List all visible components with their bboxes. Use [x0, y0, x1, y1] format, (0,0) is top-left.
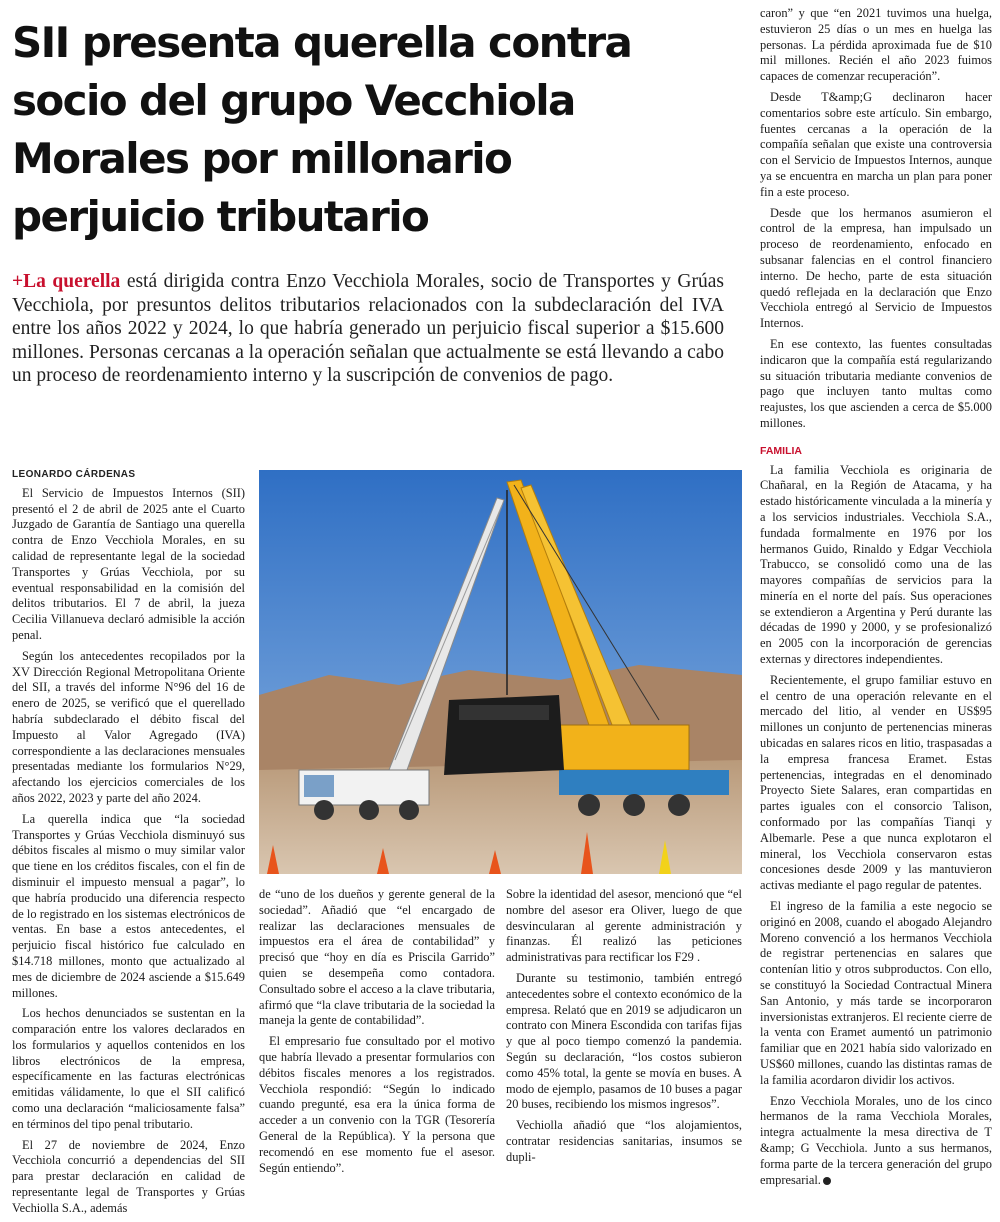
paragraph: En ese contexto, las fuentes consultadas indicaron que la compañía está regularizando su situación tributaria mediante convenios de pago que incluyen tanto multas como reajustes, los que ascienden a cerca de $5.000 millones. — [760, 336, 992, 430]
paragraph: El Servicio de Impuestos Internos (SII) presentó el 2 de abril de 2025 ante el Cuarto Juzgado de Garantía de Santiago una querella contra de Enzo Vecchiola Morales, en su calidad de representante legal de la sociedad Transportes y Grúas Vecchiola, por su eventual responsabilidad en la comisión del delitos tributarios. El 7 de abril, la jueza Cecilia Villanueva declaró admisible la acción penal. — [12, 485, 245, 642]
lead-text: está dirigida contra Enzo Vecchiola Morales, socio de Transportes y Grúas Vecchiola, por presuntos delitos tributarios relacionados con la subdeclaración del IVA entre los años 2022 y 2024, lo que habría generado un perjuicio fiscal superior a $15.600 millones. Personas cercanas a la operación señalan que actualmente se está llevando a cabo un proceso de reordenamiento interno y la suscripción de convenios de pago. — [12, 271, 724, 387]
paragraph: La familia Vecchiola es originaria de Chañaral, en la Región de Atacama, y ha estado históricamente vinculada a la minería y a los servicios industriales. Vecchiola S.A., fundada formalmente en 1976 por los hermanos Guido, Rinaldo y Edgar Vecchiola Trabucco, se consolidó como una de las mayores compañías de servicios para la minería en el norte del país. Sus operaciones se extendieron a Argentina y Perú durante las décadas de 1990 y 2000, y se profesionalizó en 2005 con la incorporación de gerencias externas y directores independientes. — [760, 462, 992, 667]
paragraph: Durante su testimonio, también entregó antecedentes sobre el contexto económico de la empresa. Relató que en 2019 se adjudicaron un contrato con Minera Escondida con tarifas fijas y que al poco tiempo comenzó la pandemia. Según su declaración, “los costos subieron como 45% total, la gente se movía en buses. A modo de ejemplo, pasamos de 10 buses a pagar 20 buses, recibiendo los mismos ingresos”. — [506, 970, 742, 1112]
paragraph: La querella indica que “la sociedad Transportes y Grúas Vecchiola disminuyó sus débitos fiscales al mismo o muy similar valor que tiene en los créditos fiscales, con el fin de disminuir el impuesto mensual a pagar”, lo que habría producido una diferencia respecto de lo registrado en los sistemas electrónicos de ventas. En base a estos antecedentes, el perjuicio fiscal histórico fue calculado en $14.718 millones, monto que actualizado al mes de diciembre de 2024 asciende a $15.649 millones. — [12, 811, 245, 1000]
end-mark-icon — [823, 1177, 831, 1185]
section-heading-familia: FAMILIA — [760, 444, 802, 457]
paragraph: El empresario fue consultado por el motivo que habría llevado a presentar formularios con débitos fiscales menores a los registrados. Vecchiola respondió: “Según lo indicado cuando pregunté, esa era la única forma de acceder a un convenio con la TGR (Tesorería General de la República). Y la persona que recomendó en ese momento fue el asesor. Según entiendo”. — [259, 1034, 495, 1175]
column-2 — [259, 887, 495, 1181]
headline: SII presenta querella contra socio del grupo Vecchiola Morales por millonario perjuicio tributario — [12, 18, 632, 241]
paragraph: El ingreso de la familia a este negocio se originó en 2008, cuando el abogado Alejandro Moreno convenció a los hermanos Vecchiola de registrar pertenencias en salares que contenían litio y otros subproductos. Con ello, se constituyó la Sociedad Contractual Minera San Antonio, y más tarde se incorporaron inversionistas extranjeros. El reciente cierre de la venta con Eramet aumentó un patrimonio familiar que en 2021 había sido valorizado en US$60 millones, cuando las distintas ramas de la familia acordaron dividir los activos. — [760, 899, 992, 1087]
column-3 — [506, 887, 742, 1171]
paragraph: Desde que los hermanos asumieron el control de la empresa, han impulsado un proceso de reordenamiento, enfocado en subsanar falencias en el control financiero interno. De hecho, parte de esta situación quedó reflejada en la declaración que Enzo Vecchiola entregó al Servicio de Impuestos Internos. — [760, 205, 992, 331]
paragraph: de “uno de los dueños y gerente general de la sociedad”. Añadió que “el encargado de realizar las declaraciones mensuales de impuestos era el área de contabilidad” y precisó que “hoy en día es Priscila Garrido” quien se desempeña como contadora. Consultado sobre el acceso a la clave tributaria, afirmó que “la clave tributaria de la sociedad la maneja la gente de contabilidad”. — [259, 887, 496, 1028]
paragraph: Según los antecedentes recopilados por la XV Dirección Regional Metropolitana Oriente del SII, a través del informe N°96 del 16 de enero de 2025, se verificó que el querellado habría subdeclarado el débito fiscal del Impuesto al Valor Agregado (IVA) correspondiente a las declaraciones mensuales presentadas mediante los formularios N°29, afectando los ejercicios comerciales de los años 2022, 2023 y parte del año 2024. — [12, 648, 245, 805]
paragraph: Vechiolla añadió que “los alojamientos, contratar residencias sanitarias, insumos se dupli- — [506, 1118, 742, 1164]
column-1 — [12, 467, 245, 1222]
crane-photo — [259, 470, 742, 874]
lead-paragraph — [12, 270, 724, 388]
paragraph: caron” y que “en 2021 tuvimos una huelga, estuvieron 25 días o un mes en huelga las personas. La pérdida aproximada fue de $10 mil millones. Recién el año 2023 fuimos capaces de comenzar recuperación”. — [760, 6, 992, 84]
byline: LEONARDO CÁRDENAS — [12, 469, 136, 480]
paragraph: Recientemente, el grupo familiar estuvo en el centro de una operación relevante en el mercado del litio, al vender en US$95 millones un conjunto de pertenencias mineras ubicadas en salares ricos en litio, traspasadas a la empresa francesa Eramet. Estas pertenencias, integradas en el denominado Proyecto Siete Salares, eran compartidas en partes iguales con el consorcio Talison, conformado por las compañías Tianqi y Albemarle. Pese a que nunca explotaron el mineral, los Vecchiola conservaron estas concesiones desde 2009 y las mantuvieron activas mediante el pago regular de patentes. — [760, 672, 992, 893]
column-4 — [760, 6, 992, 1193]
paragraph: Desde T&amp;G declinaron hacer comentarios sobre este artículo. Sin embargo, fuentes cercanas a la operación de la compañía señalan que existe una controversia con el Servicio de Impuestos Internos, aunque ya se encuentra en marcha un plan para poner fin a este proceso. — [760, 89, 992, 199]
paragraph: Sobre la identidad del asesor, mencionó que “el nombre del asesor era Oliver, luego de que desvincularan al gerente administración y finanzas. Él realizó las peticiones administrativas para rectificar los F29 . — [506, 887, 742, 965]
lead-kicker: La querella — [23, 271, 121, 292]
final-paragraph-text: Enzo Vecchiola Morales, uno de los cinco hermanos de la rama Vecchiola Morales, integra actualmente la mesa directiva de T &amp; G Vecchiola. Junto a sus hermanos, forma parte de la tercera generación del grupo empresarial. — [760, 1093, 992, 1187]
paragraph: Los hechos denunciados se sustentan en la comparación entre los valores declarados en los formularios y aquellos contenidos en los libros electrónicos de la empresa, específicamente en las facturas electrónicas emitidas válidamente, lo que el SII calificó como una declaración “maliciosamente falsa” en términos del tipo penal tributario. — [12, 1006, 245, 1131]
crane-photo-illustration — [259, 470, 742, 874]
paragraph — [760, 1094, 992, 1189]
lead-plus-sign: + — [12, 271, 24, 292]
paragraph: El 27 de noviembre de 2024, Enzo Vecchiola concurrió a dependencias del SII para prestar declaración en calidad de representante legal de Transportes y Grúas Vechiolla S.A., además — [12, 1137, 245, 1215]
